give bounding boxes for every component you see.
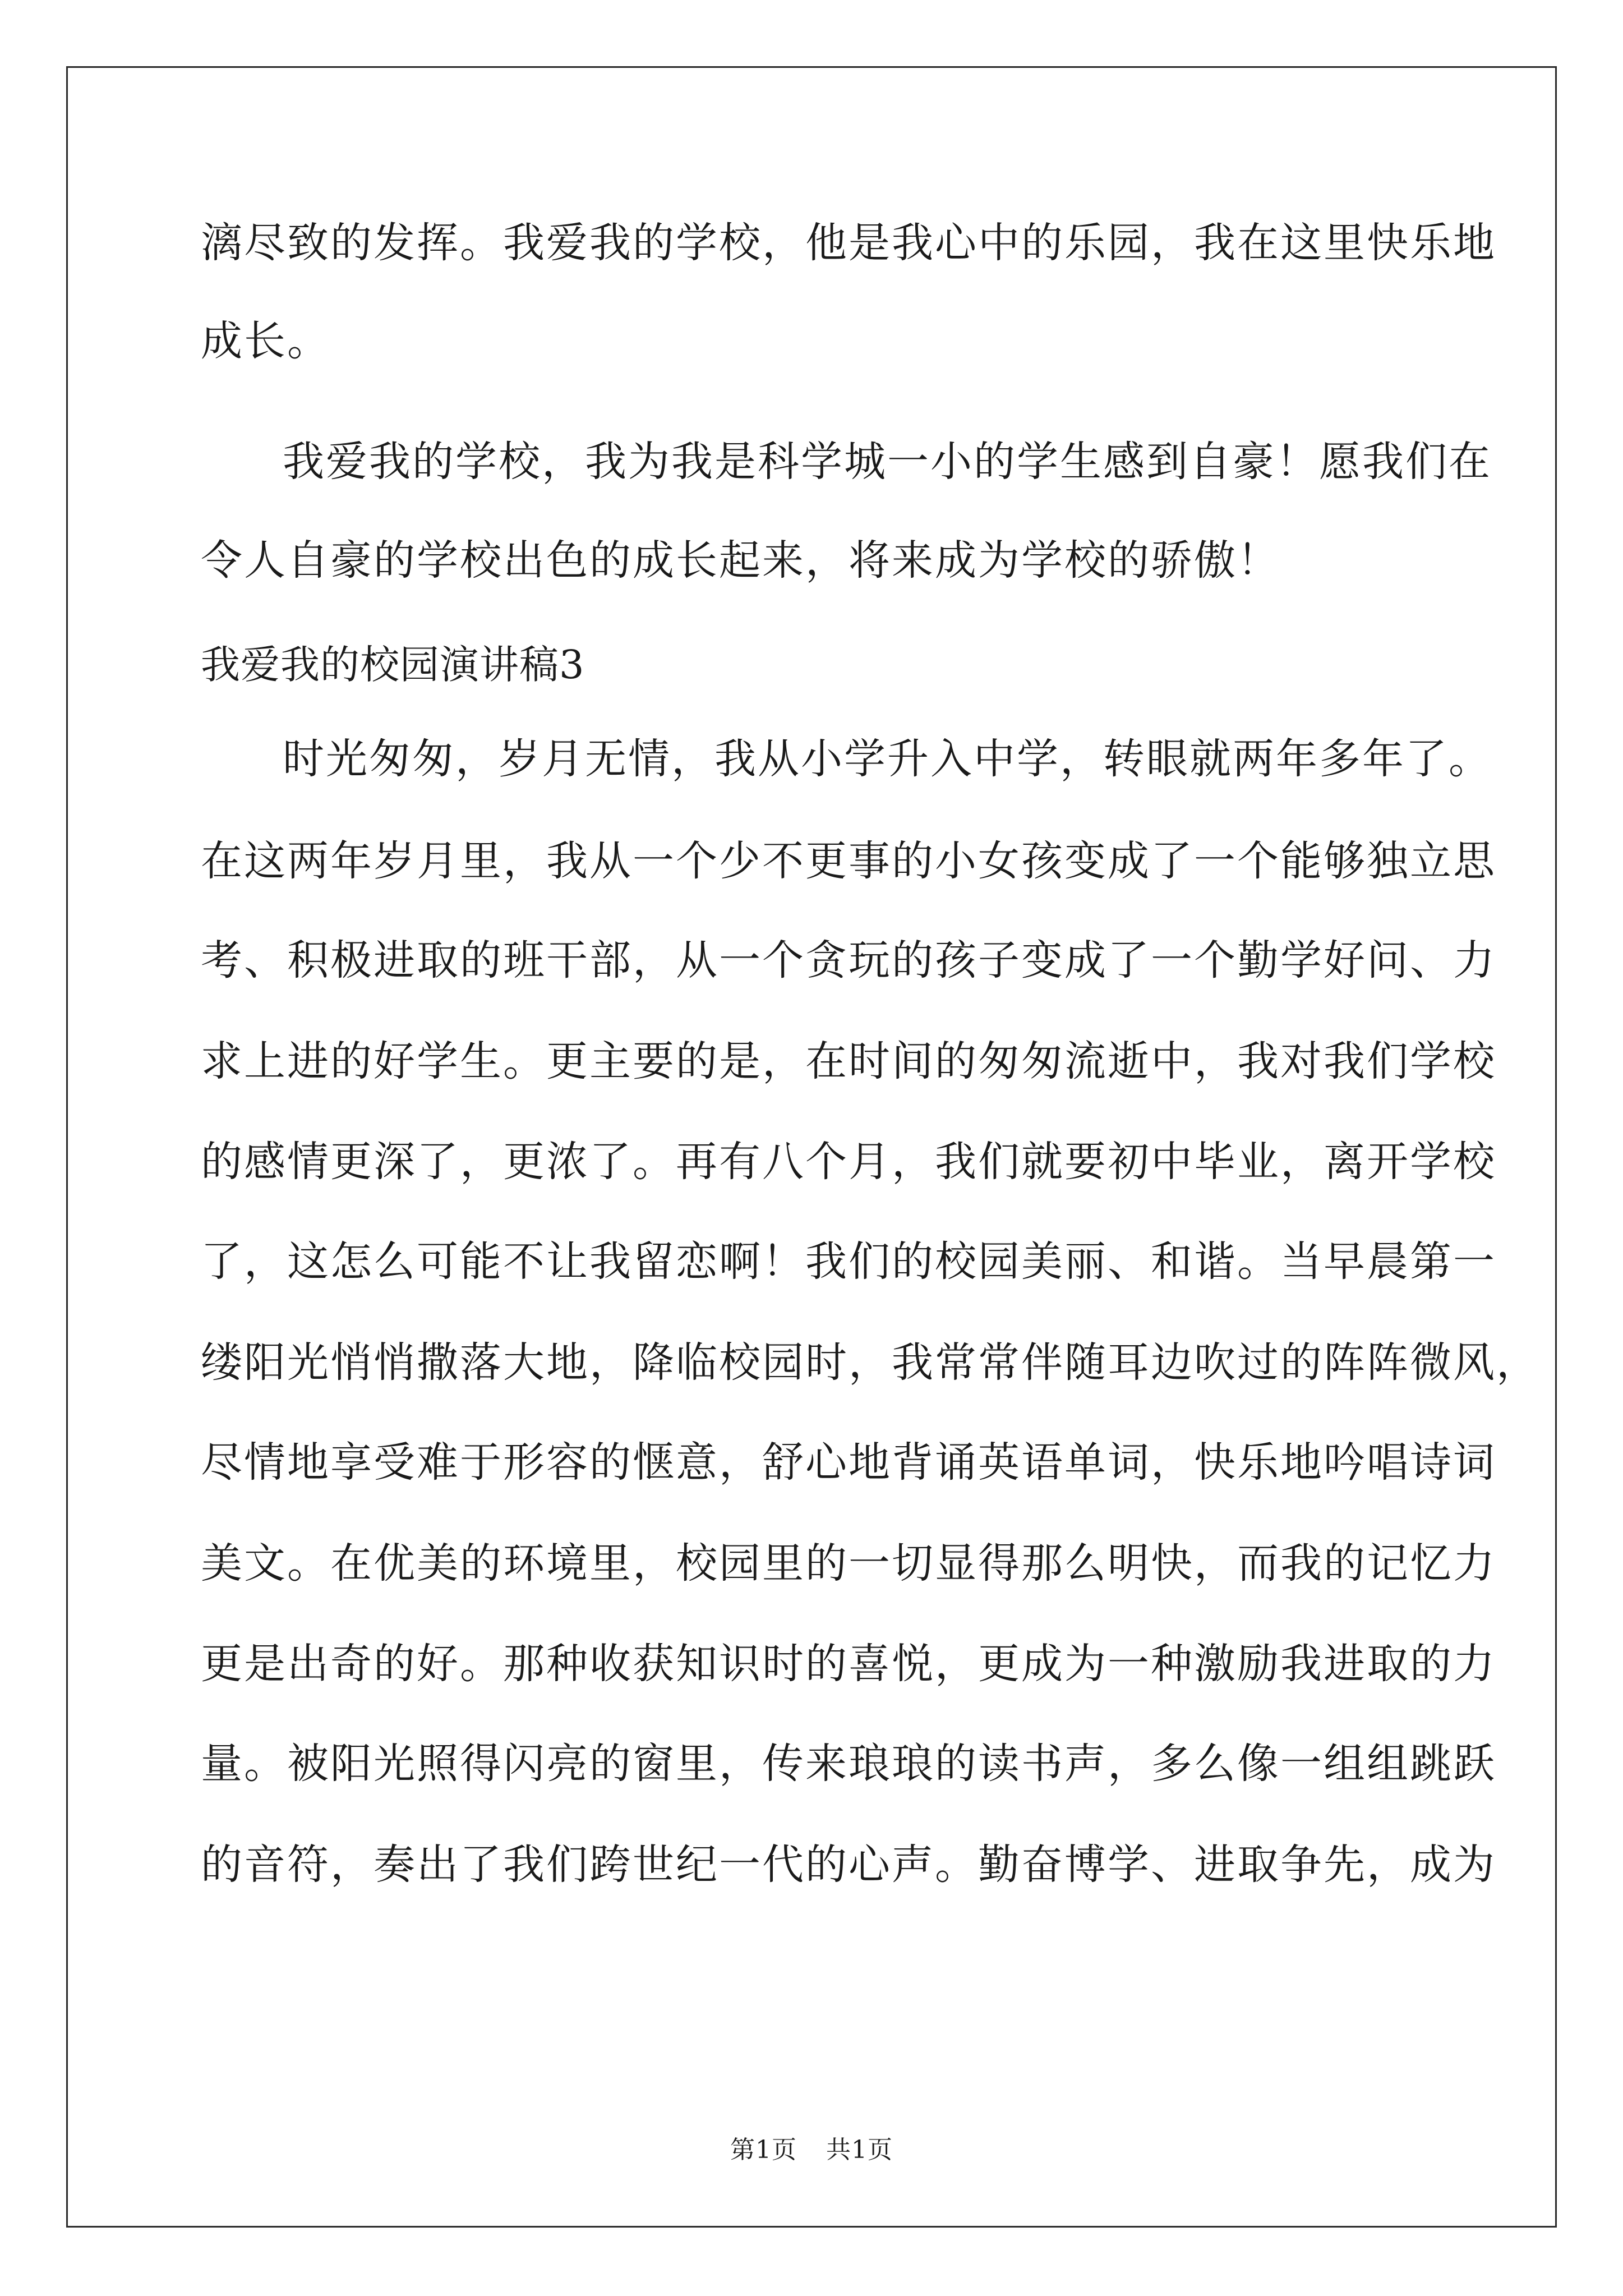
paragraph-line: 求上进的好学生。更主要的是，在时间的匆匆流逝中，我对我们学校 [201, 1037, 1496, 1085]
paragraph-line: 量。被阳光照得闪亮的窗里，传来琅琅的读书声，多么像一组组跳跃 [201, 1740, 1496, 1788]
paragraph-line: 漓尽致的发挥。我爱我的学校，他是我心中的乐园，我在这里快乐地 [201, 219, 1496, 267]
paragraph-line: 考、积极进取的班干部，从一个贪玩的孩子变成了一个勤学好问、力 [201, 936, 1496, 984]
page-footer [0, 2134, 1623, 2166]
page-number-total: 共1页 [826, 2136, 893, 2164]
paragraph-line: 尽情地享受难于形容的惬意，舒心地背诵英语单词，快乐地吟唱诗词 [201, 1438, 1496, 1487]
paragraph-line: 我爱我的学校，我为我是科学城一小的学生感到自豪！愿我们在 [283, 438, 1492, 486]
paragraph-line: 时光匆匆，岁月无情，我从小学升入中学，转眼就两年多年了。 [283, 735, 1492, 783]
paragraph-line: 美文。在优美的环境里，校园里的一切显得那么明快，而我的记忆力 [201, 1539, 1496, 1588]
paragraph-line: 的感情更深了，更浓了。再有八个月，我们就要初中毕业，离开学校 [201, 1138, 1496, 1186]
paragraph-line: 缕阳光悄悄撒落大地，降临校园时，我常常伴随耳边吹过的阵阵微风， [201, 1338, 1539, 1387]
section-heading: 我爱我的校园演讲稿3 [201, 642, 585, 688]
paragraph-line: 的音符，奏出了我们跨世纪一代的心声。勤奋博学、进取争先，成为 [201, 1841, 1496, 1889]
paragraph-line: 更是出奇的好。那种收获知识时的喜悦，更成为一种激励我进取的力 [201, 1640, 1496, 1688]
paragraph-line: 在这两年岁月里，我从一个少不更事的小女孩变成了一个能够独立思 [201, 837, 1496, 885]
paragraph-line: 令人自豪的学校出色的成长起来，将来成为学校的骄傲！ [201, 536, 1280, 585]
paragraph-line: 了，这怎么可能不让我留恋啊！我们的校园美丽、和谐。当早晨第一 [201, 1237, 1496, 1286]
paragraph-line: 成长。 [201, 317, 330, 365]
page-number-current: 第1页 [730, 2136, 797, 2164]
